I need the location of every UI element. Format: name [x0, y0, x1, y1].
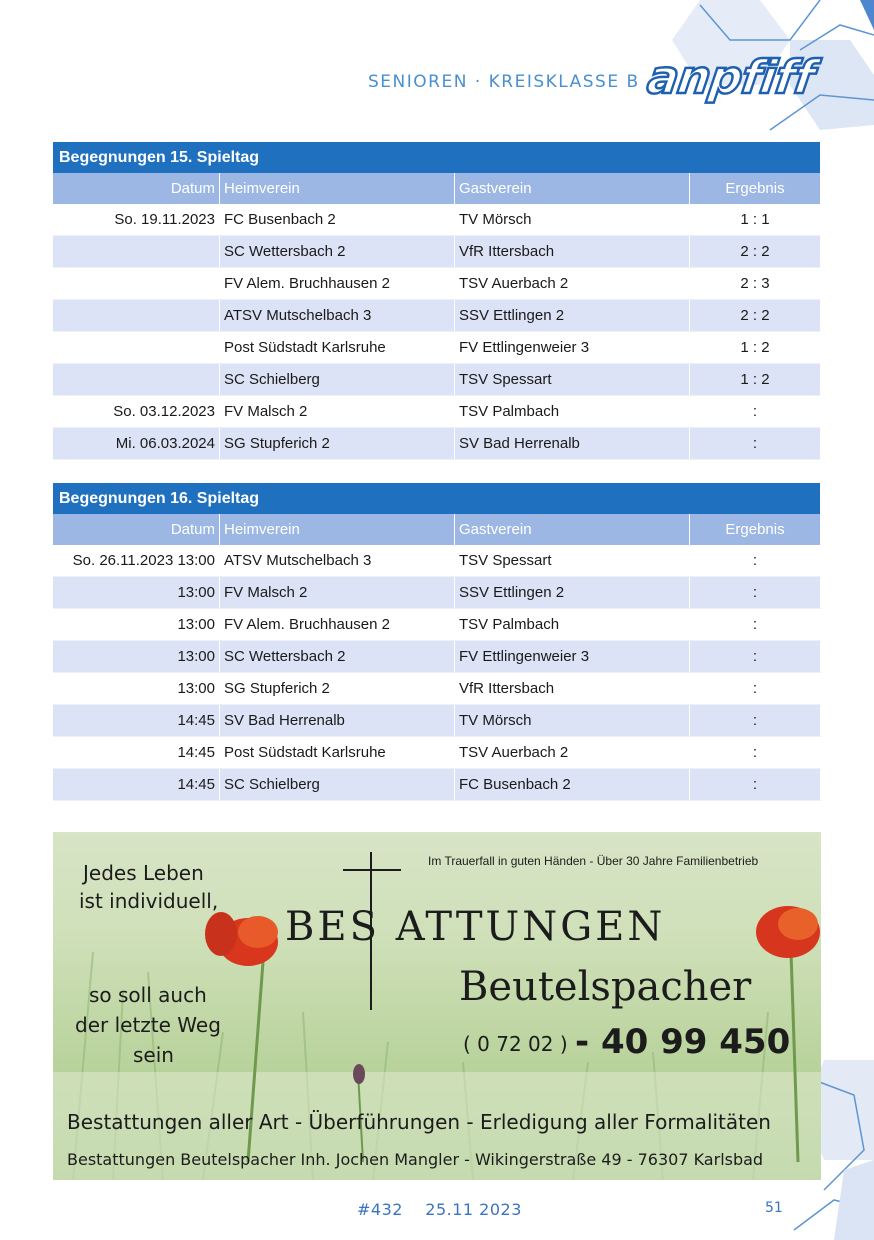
- match-result: 1 : 2: [690, 332, 821, 364]
- guest-team: TSV Auerbach 2: [455, 268, 690, 300]
- guest-team: FV Ettlingenweier 3: [455, 641, 690, 673]
- table-row: [53, 577, 821, 609]
- home-team: FV Malsch 2: [220, 396, 455, 428]
- home-team: SC Wettersbach 2: [220, 641, 455, 673]
- guest-team: FC Busenbach 2: [455, 769, 690, 801]
- table-row: [53, 428, 821, 460]
- match-result: :: [690, 428, 821, 460]
- guest-team: SSV Ettlingen 2: [455, 300, 690, 332]
- ad-slogan: Im Trauerfall in guten Händen - Über 30 Jahre Familienbetrieb: [428, 854, 759, 868]
- guest-team: TSV Spessart: [455, 364, 690, 396]
- home-team: SG Stupferich 2: [220, 428, 455, 460]
- guest-team: TSV Auerbach 2: [455, 737, 690, 769]
- home-team: FV Alem. Bruchhausen 2: [220, 268, 455, 300]
- home-team: ATSV Mutschelbach 3: [220, 545, 455, 577]
- match-result: :: [690, 396, 821, 428]
- match-result: :: [690, 577, 821, 609]
- match-date: 14:45: [53, 769, 220, 801]
- home-team: FV Alem. Bruchhausen 2: [220, 609, 455, 641]
- match-date: 13:00: [53, 609, 220, 641]
- match-date: 14:45: [53, 705, 220, 737]
- column-header-guest: Gastverein: [455, 173, 690, 204]
- home-team: FV Malsch 2: [220, 577, 455, 609]
- table-row: [53, 268, 821, 300]
- match-result: 2 : 2: [690, 236, 821, 268]
- home-team: SC Schielberg: [220, 769, 455, 801]
- guest-team: TSV Palmbach: [455, 396, 690, 428]
- column-header-guest: Gastverein: [455, 514, 690, 545]
- match-date: [53, 236, 220, 268]
- table-row: [53, 236, 821, 268]
- matchday-15-title: Begegnungen 15. Spieltag: [53, 142, 821, 173]
- ad-services: Bestattungen aller Art - Überführungen - Erledigung aller Formalitäten: [67, 1110, 771, 1134]
- match-date: [53, 268, 220, 300]
- home-team: Post Südstadt Karlsruhe: [220, 737, 455, 769]
- match-date: So. 03.12.2023: [53, 396, 220, 428]
- issue-info: #432 25.11 2023: [357, 1200, 522, 1219]
- guest-team: TV Mörsch: [455, 204, 690, 236]
- anpfiff-logo: anpfiff: [644, 50, 818, 104]
- column-header-date: Datum: [53, 514, 220, 545]
- quote-line: der letzte Weg: [75, 1013, 221, 1037]
- table-row: [53, 737, 821, 769]
- match-result: :: [690, 673, 821, 705]
- home-team: SV Bad Herrenalb: [220, 705, 455, 737]
- ad-address: Bestattungen Beutelspacher Inh. Jochen Mangler - Wikingerstraße 49 - 76307 Karlsbad: [67, 1150, 764, 1169]
- match-result: :: [690, 609, 821, 641]
- page-number: 51: [765, 1200, 783, 1216]
- guest-team: SSV Ettlingen 2: [455, 577, 690, 609]
- home-team: Post Südstadt Karlsruhe: [220, 332, 455, 364]
- table-row: [53, 396, 821, 428]
- column-header-home: Heimverein: [220, 514, 455, 545]
- table-row: [53, 204, 821, 236]
- match-date: 13:00: [53, 577, 220, 609]
- match-date: 13:00: [53, 641, 220, 673]
- column-header-result: Ergebnis: [690, 173, 821, 204]
- match-date: [53, 300, 220, 332]
- match-result: :: [690, 705, 821, 737]
- guest-team: FV Ettlingenweier 3: [455, 332, 690, 364]
- funeral-advertisement: [53, 832, 821, 1180]
- table-row: [53, 300, 821, 332]
- table-row: [53, 769, 821, 801]
- brand-name-line2: Beutelspacher: [459, 964, 752, 1010]
- phone-number: - 40 99 450: [575, 1022, 791, 1062]
- guest-team: TSV Spessart: [455, 545, 690, 577]
- match-date: Mi. 06.03.2024: [53, 428, 220, 460]
- home-team: ATSV Mutschelbach 3: [220, 300, 455, 332]
- match-result: :: [690, 737, 821, 769]
- match-result: :: [690, 641, 821, 673]
- match-date: 13:00: [53, 673, 220, 705]
- home-team: SG Stupferich 2: [220, 673, 455, 705]
- section-title: SENIOREN · KREISKLASSE B: [368, 72, 640, 92]
- quote-line: Jedes Leben: [83, 861, 204, 885]
- matchday-16-title: Begegnungen 16. Spieltag: [53, 483, 821, 514]
- match-result: 2 : 3: [690, 268, 821, 300]
- guest-team: SV Bad Herrenalb: [455, 428, 690, 460]
- matchday-15-table: [53, 142, 821, 460]
- quote-line: so soll auch: [89, 983, 207, 1007]
- table-row: [53, 364, 821, 396]
- table-row: [53, 705, 821, 737]
- phone-area-code: ( 0 72 02 ): [463, 1032, 568, 1056]
- table-row: [53, 332, 821, 364]
- home-team: SC Wettersbach 2: [220, 236, 455, 268]
- guest-team: VfR Ittersbach: [455, 673, 690, 705]
- guest-team: VfR Ittersbach: [455, 236, 690, 268]
- match-date: [53, 364, 220, 396]
- guest-team: TSV Palmbach: [455, 609, 690, 641]
- table-row: [53, 673, 821, 705]
- quote-line: sein: [133, 1043, 174, 1067]
- table-row: [53, 609, 821, 641]
- match-result: :: [690, 769, 821, 801]
- guest-team: TV Mörsch: [455, 705, 690, 737]
- table-row: [53, 545, 821, 577]
- match-result: 2 : 2: [690, 300, 821, 332]
- match-date: [53, 332, 220, 364]
- match-date: 14:45: [53, 737, 220, 769]
- column-header-home: Heimverein: [220, 173, 455, 204]
- table-row: [53, 641, 821, 673]
- match-result: 1 : 2: [690, 364, 821, 396]
- match-date: So. 26.11.2023 13:00: [53, 545, 220, 577]
- column-header-date: Datum: [53, 173, 220, 204]
- brand-name-line1: BES ATTUNGEN: [285, 904, 666, 950]
- match-result: 1 : 1: [690, 204, 821, 236]
- home-team: FC Busenbach 2: [220, 204, 455, 236]
- home-team: SC Schielberg: [220, 364, 455, 396]
- quote-line: ist individuell,: [79, 889, 219, 913]
- match-result: :: [690, 545, 821, 577]
- match-date: So. 19.11.2023: [53, 204, 220, 236]
- matchday-16-table: [53, 483, 821, 801]
- column-header-result: Ergebnis: [690, 514, 821, 545]
